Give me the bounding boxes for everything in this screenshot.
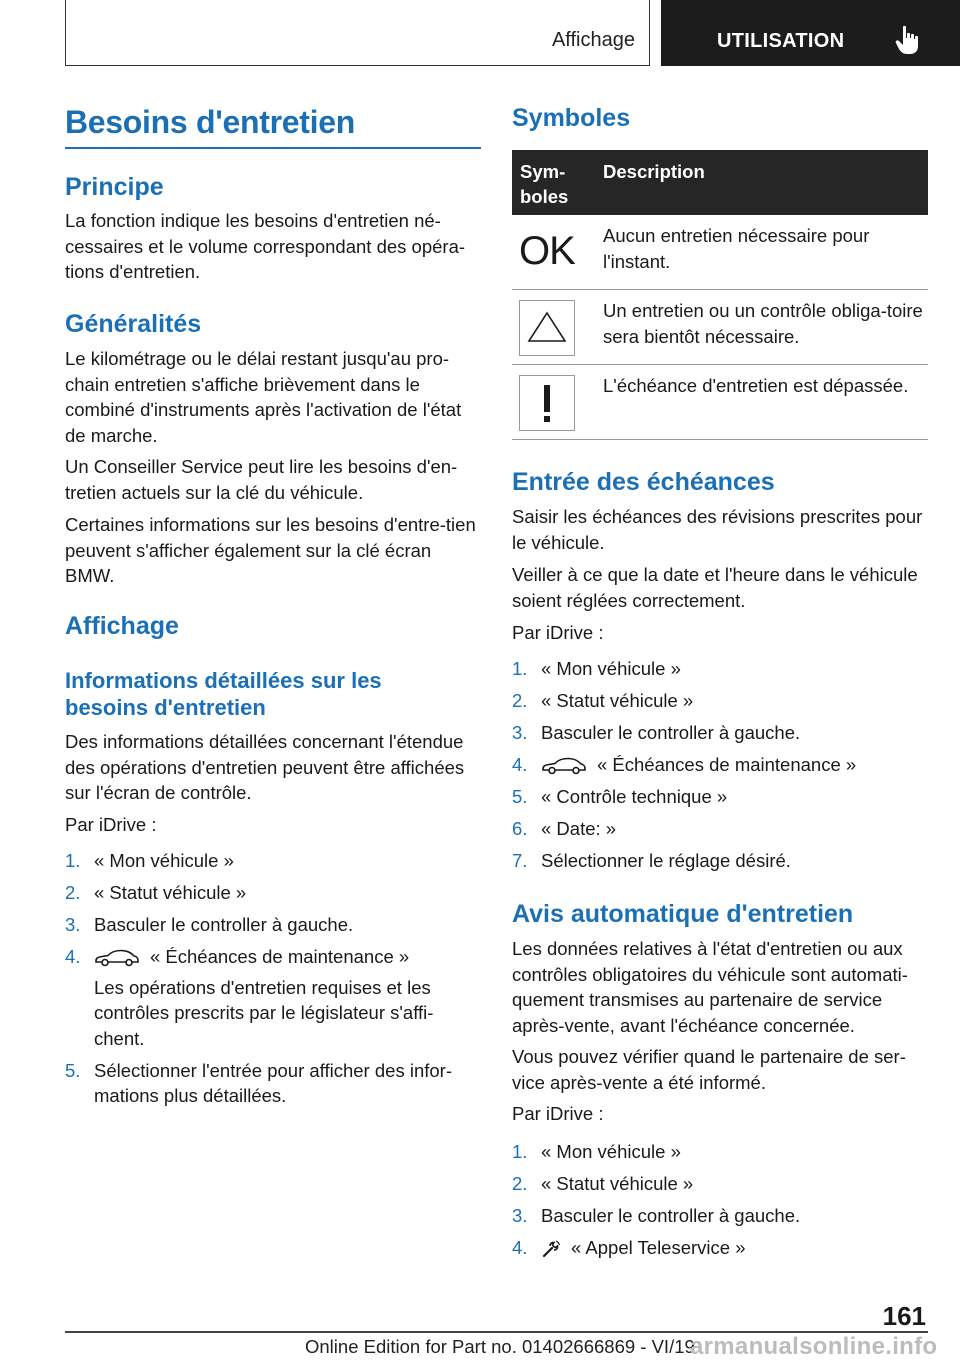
table-row bbox=[512, 365, 928, 440]
list-item: 1. « Mon véhicule » bbox=[512, 1141, 681, 1162]
list-item: 7. Sélectionner le réglage désiré. bbox=[512, 850, 791, 871]
entree-par-idrive: Par iDrive : bbox=[512, 622, 604, 643]
affichage-subheading: Informations détaillées sur les besoins d'entretien bbox=[65, 668, 382, 720]
list-item: 4. « Échéances de maintenance » Les opérations d'entretien requises et les contrôles prescrits par le législateur s'affi-chent. bbox=[65, 944, 481, 1051]
watermark: armanualsonline.info bbox=[690, 1333, 938, 1360]
row-description: Aucun entretien nécessaire pour l'instant. bbox=[603, 225, 870, 272]
avis-par-idrive: Par iDrive : bbox=[512, 1103, 604, 1124]
car-service-icon bbox=[541, 756, 587, 776]
page-number: 161 bbox=[882, 1301, 926, 1331]
symboles-heading: Symboles bbox=[512, 104, 631, 132]
avis-heading: Avis automatique d'entretien bbox=[512, 900, 854, 928]
list-item: 1. « Mon véhicule » bbox=[512, 658, 681, 679]
entree-text-1: Saisir les échéances des révisions prescrites pour le véhicule. bbox=[512, 506, 923, 553]
row-description: L'échéance d'entretien est dépassée. bbox=[603, 375, 909, 396]
list-item: 3. Basculer le controller à gauche. bbox=[65, 914, 354, 935]
car-service-icon bbox=[94, 948, 140, 968]
entree-heading: Entrée des échéances bbox=[512, 468, 775, 496]
affichage-heading: Affichage bbox=[65, 612, 179, 640]
generalites-text-3: Certaines informations sur les besoins d'entre-tien peuvent s'afficher également sur la clé écran BMW. bbox=[65, 514, 476, 586]
row-description: Un entretien ou un contrôle obliga-toire sera bientôt nécessaire. bbox=[603, 300, 923, 347]
affichage-steps bbox=[65, 848, 481, 1109]
list-item: 3. Basculer le controller à gauche. bbox=[512, 722, 801, 743]
affichage-intro: Des informations détaillées concernant l'étendue des opérations d'entretien peuvent être affichées sur l'écran de contrôle. bbox=[65, 731, 465, 803]
header-chapter-title: UTILISATION bbox=[717, 30, 845, 52]
ok-icon: OK bbox=[519, 225, 575, 281]
table-row bbox=[512, 290, 928, 365]
title-rule bbox=[65, 147, 481, 149]
page-title: Besoins d'entretien bbox=[65, 104, 355, 140]
generalites-heading: Généralités bbox=[65, 310, 202, 338]
generalites-text-1: Le kilométrage ou le délai restant jusqu'au pro-chain entretien s'affiche brièvement dans le combiné d'instruments après l'activation de l'état de marche. bbox=[65, 348, 462, 446]
principe-heading: Principe bbox=[65, 173, 164, 201]
table-row bbox=[512, 215, 928, 290]
generalites-text-2: Un Conseiller Service peut lire les besoins d'en-tretien actuels sur la clé du véhicule. bbox=[65, 456, 458, 503]
exclamation-icon bbox=[519, 375, 575, 431]
list-item: 1. « Mon véhicule » bbox=[65, 850, 234, 871]
list-item: 2. « Statut véhicule » bbox=[512, 1173, 694, 1194]
list-item: 2. « Statut véhicule » bbox=[512, 690, 694, 711]
symbols-table bbox=[512, 150, 928, 440]
list-item: 3. Basculer le controller à gauche. bbox=[512, 1205, 801, 1226]
avis-text-2: Vous pouvez vérifier quand le partenaire de ser-vice après-vente a été informé. bbox=[512, 1046, 906, 1093]
teleservice-wrench-icon bbox=[541, 1239, 561, 1259]
avis-text-1: Les données relatives à l'état d'entretien ou aux contrôles obligatoires du véhicule sont automati-quement transmises au partenaire de service après-vente, avant l'échéance concernée. bbox=[512, 938, 908, 1036]
list-item: 5. Sélectionner l'entrée pour afficher des infor-mations plus détaillées. bbox=[65, 1059, 452, 1106]
affichage-par-idrive: Par iDrive : bbox=[65, 814, 157, 835]
col-header-description: Description bbox=[603, 161, 705, 182]
list-item: 5. « Contrôle technique » bbox=[512, 786, 728, 807]
table-header bbox=[512, 150, 928, 215]
header-section-box bbox=[65, 0, 650, 66]
footer-edition: Online Edition for Part no. 01402666869 - VI/19 bbox=[305, 1336, 695, 1357]
list-item: 4. « Échéances de maintenance » bbox=[512, 754, 857, 775]
list-item: 2. « Statut véhicule » bbox=[65, 882, 247, 903]
hand-pointer-icon bbox=[895, 25, 921, 55]
list-item: 4. « Appel Teleservice » bbox=[512, 1237, 746, 1258]
principe-text: La fonction indique les besoins d'entretien né-cessaires et le volume correspondant des opéra-tions d'entretien. bbox=[65, 210, 466, 282]
entree-steps bbox=[512, 656, 928, 874]
list-item: 6. « Date: » bbox=[512, 818, 617, 839]
step-subtext: Les opérations d'entretien requises et les contrôles prescrits par le législateur s'affi-chent. bbox=[94, 976, 434, 1049]
header-section-title: Affichage bbox=[551, 29, 635, 51]
col-header-symbols: Sym-boles bbox=[520, 161, 569, 207]
avis-steps bbox=[512, 1139, 928, 1261]
header-chapter-box bbox=[661, 0, 960, 66]
warning-triangle-icon bbox=[519, 300, 575, 356]
entree-text-2: Veiller à ce que la date et l'heure dans le véhicule soient réglées correctement. bbox=[512, 564, 918, 611]
